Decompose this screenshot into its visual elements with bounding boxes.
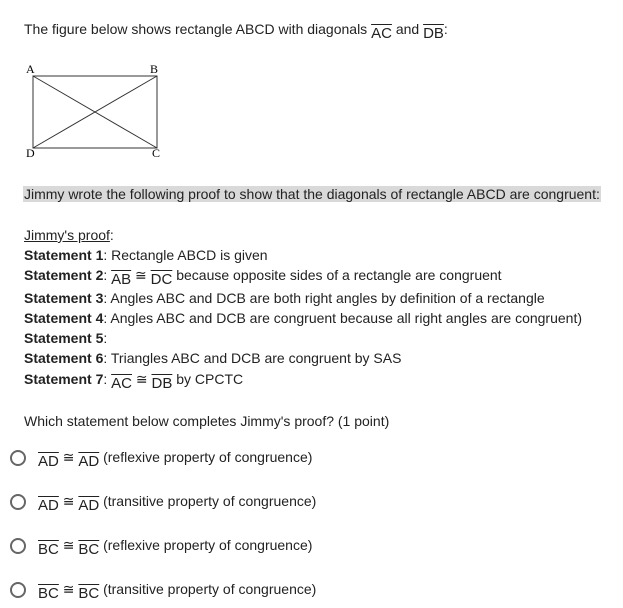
- segment-dc: $\overline{DC}$: [150, 271, 173, 288]
- question-text: Which statement below completes Jimmy's proof? (1 point): [24, 413, 390, 429]
- option-label: $\overline{BC}$ ≅ $\overline{BC}$ (reflexive property of congruence): [38, 537, 313, 558]
- radio-button[interactable]: [10, 494, 26, 510]
- segment-db: $\overline{DB}$: [423, 25, 444, 42]
- vertex-label-c: C: [152, 146, 161, 160]
- radio-button[interactable]: [10, 450, 26, 466]
- statement-6: Statement 6: Triangles ABC and DCB are congruent by SAS: [24, 350, 402, 366]
- radio-button[interactable]: [10, 582, 26, 598]
- proof-heading: Jimmy's proof:: [24, 227, 114, 243]
- option-label: $\overline{BC}$ ≅ $\overline{BC}$ (transitive property of congruence): [38, 581, 317, 602]
- segment-db: $\overline{DB}$: [151, 375, 173, 392]
- segment-ac: $\overline{AC}$: [371, 25, 392, 42]
- segment-ac: $\overline{AC}$: [111, 375, 132, 392]
- answer-option-2[interactable]: [10, 492, 317, 514]
- statement-5: Statement 5:: [24, 330, 108, 346]
- vertex-label-d: D: [26, 146, 35, 160]
- rectangle-figure: [22, 60, 172, 162]
- statement-4: Statement 4: Angles ABC and DCB are congruent because all right angles are congruent): [24, 310, 582, 326]
- statement-7: Statement 7: $\overline{AC}$ ≅ $\overline{DB}$ by CPCTC: [24, 371, 244, 392]
- segment-ab: $\overline{AB}$: [111, 271, 132, 288]
- option-label: $\overline{AD}$ ≅ $\overline{AD}$ (transitive property of congruence): [38, 493, 317, 514]
- intro-text: The figure below shows rectangle ABCD with diagonals $\overline{AC}$ and $\overline{DB}$:: [24, 21, 448, 42]
- vertex-label-a: A: [26, 62, 35, 76]
- proof-prompt: Jimmy wrote the following proof to show that the diagonals of rectangle ABCD are congruent:: [24, 186, 600, 202]
- answer-option-4[interactable]: [10, 580, 317, 602]
- radio-button[interactable]: [10, 538, 26, 554]
- statement-1: Statement 1: Rectangle ABCD is given: [24, 247, 268, 263]
- statement-2: Statement 2: $\overline{AB}$ ≅ $\overline{DC}$ because opposite sides of a rectangle are congruent: [24, 267, 502, 288]
- statement-3: Statement 3: Angles ABC and DCB are both right angles by definition of a rectangle: [24, 290, 545, 306]
- answer-option-1[interactable]: [10, 448, 313, 470]
- vertex-label-b: B: [150, 62, 159, 76]
- option-label: $\overline{AD}$ ≅ $\overline{AD}$ (reflexive property of congruence): [38, 449, 313, 470]
- answer-option-3[interactable]: [10, 536, 313, 558]
